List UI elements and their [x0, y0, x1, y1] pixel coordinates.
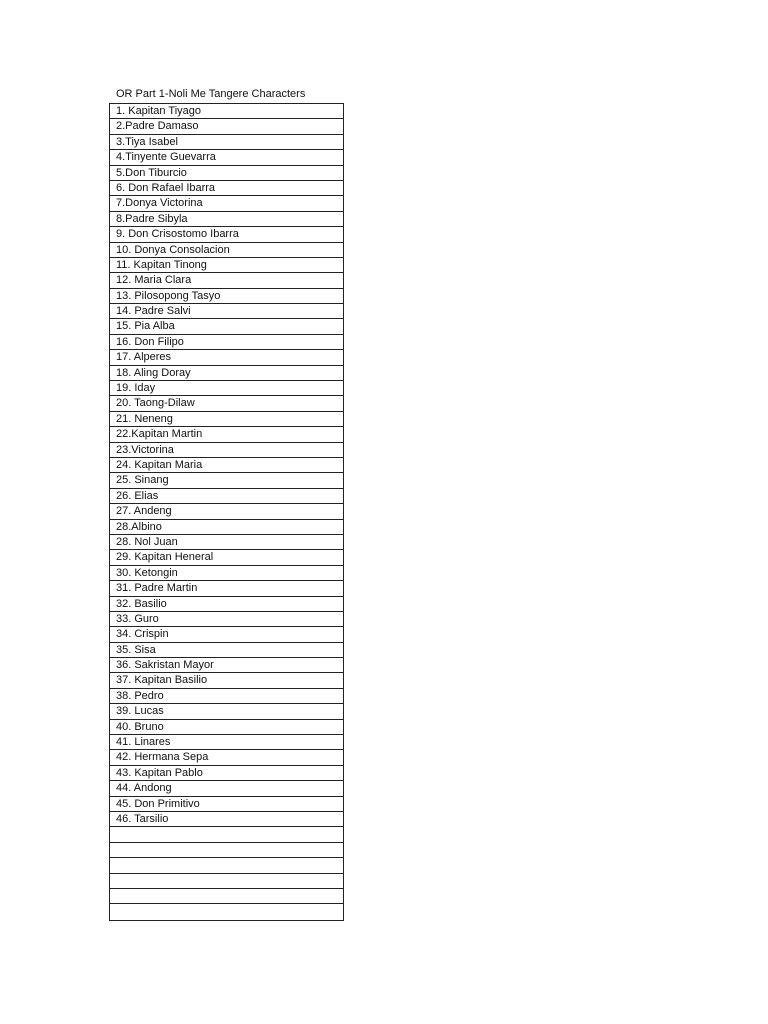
- table-row[interactable]: 16. Don Filipo: [110, 335, 343, 350]
- table-row[interactable]: 13. Pilosopong Tasyo: [110, 289, 343, 304]
- table-row[interactable]: 45. Don Primitivo: [110, 797, 343, 812]
- table-row[interactable]: 31. Padre Martin: [110, 581, 343, 596]
- table-row[interactable]: 46. Tarsilio: [110, 812, 343, 827]
- table-row[interactable]: 22.Kapitan Martin: [110, 427, 343, 442]
- table-row[interactable]: 19. Iday: [110, 381, 343, 396]
- table-row[interactable]: 11. Kapitan Tinong: [110, 258, 343, 273]
- table-row[interactable]: 21. Neneng: [110, 412, 343, 427]
- table-row[interactable]: 33. Guro: [110, 612, 343, 627]
- table-row[interactable]: 28.Albino: [110, 520, 343, 535]
- table-row[interactable]: 20. Taong-Dilaw: [110, 396, 343, 411]
- table-row[interactable]: 30. Ketongin: [110, 566, 343, 581]
- table-row[interactable]: 23.Victorina: [110, 443, 343, 458]
- table-row[interactable]: [110, 904, 343, 919]
- table-row[interactable]: 9. Don Crisostomo Ibarra: [110, 227, 343, 242]
- table-row[interactable]: 7.Donya Victorina: [110, 196, 343, 211]
- table-row[interactable]: 4.Tinyente Guevarra: [110, 150, 343, 165]
- table-row[interactable]: [110, 843, 343, 858]
- table-row[interactable]: [110, 874, 343, 889]
- table-row[interactable]: 18. Aling Doray: [110, 366, 343, 381]
- table-row[interactable]: 8.Padre Sibyla: [110, 212, 343, 227]
- table-row[interactable]: [110, 858, 343, 873]
- table-row[interactable]: [110, 889, 343, 904]
- table-row[interactable]: 14. Padre Salvi: [110, 304, 343, 319]
- table-row[interactable]: 15. Pia Alba: [110, 319, 343, 334]
- table-row[interactable]: 3.Tiya Isabel: [110, 135, 343, 150]
- table-row[interactable]: 44. Andong: [110, 781, 343, 796]
- table-row[interactable]: 1. Kapitan Tiyago: [110, 104, 343, 119]
- character-list-table: [109, 103, 344, 921]
- spreadsheet-sheet: [109, 86, 344, 921]
- table-row[interactable]: 35. Sisa: [110, 643, 343, 658]
- sheet-title: OR Part 1-Noli Me Tangere Characters: [116, 88, 306, 100]
- table-row[interactable]: 39. Lucas: [110, 704, 343, 719]
- table-row[interactable]: 12. Maria Clara: [110, 273, 343, 288]
- table-row[interactable]: 37. Kapitan Basilio: [110, 673, 343, 688]
- table-row[interactable]: 27. Andeng: [110, 504, 343, 519]
- table-row[interactable]: [110, 827, 343, 842]
- table-row[interactable]: 43. Kapitan Pablo: [110, 766, 343, 781]
- table-row[interactable]: 32. Basilio: [110, 597, 343, 612]
- table-row[interactable]: 28. Nol Juan: [110, 535, 343, 550]
- table-row[interactable]: 17. Alperes: [110, 350, 343, 365]
- table-row[interactable]: 26. Elias: [110, 489, 343, 504]
- table-row[interactable]: 38. Pedro: [110, 689, 343, 704]
- table-row[interactable]: 5.Don Tiburcio: [110, 166, 343, 181]
- table-row[interactable]: 25. Sinang: [110, 473, 343, 488]
- table-row[interactable]: 36. Sakristan Mayor: [110, 658, 343, 673]
- table-row[interactable]: 29. Kapitan Heneral: [110, 550, 343, 565]
- table-row[interactable]: 10. Donya Consolacion: [110, 243, 343, 258]
- table-row[interactable]: 2.Padre Damaso: [110, 119, 343, 134]
- table-row[interactable]: 34. Crispin: [110, 627, 343, 642]
- table-row[interactable]: 41. Linares: [110, 735, 343, 750]
- table-row[interactable]: 42. Hermana Sepa: [110, 750, 343, 765]
- table-row[interactable]: 24. Kapitan Maria: [110, 458, 343, 473]
- table-row[interactable]: 40. Bruno: [110, 720, 343, 735]
- table-row[interactable]: 6. Don Rafael Ibarra: [110, 181, 343, 196]
